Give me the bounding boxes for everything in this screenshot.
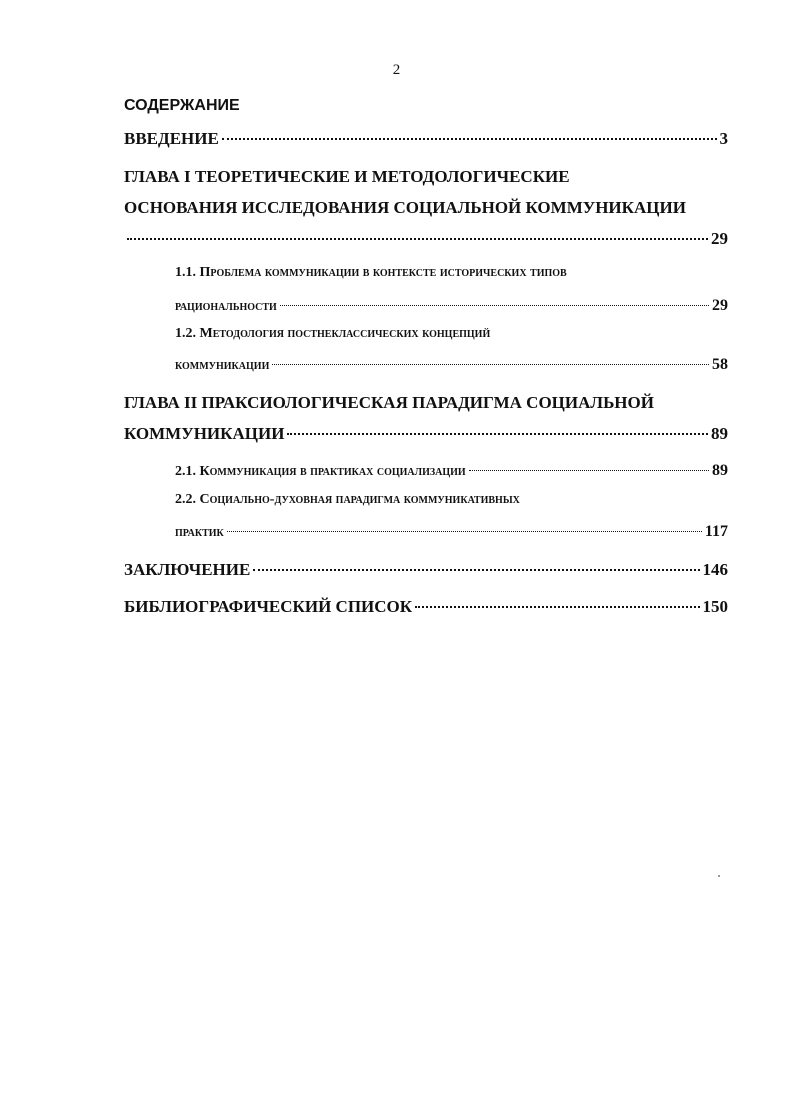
toc-entry-label: ВВЕДЕНИЕ — [124, 129, 219, 148]
toc-entry-intro — [124, 129, 728, 149]
leader-dots — [469, 470, 709, 471]
chapter1-title-line2: ОСНОВАНИЯ ИССЛЕДОВАНИЯ СОЦИАЛЬНОЙ КОММУНИКАЦИИ — [124, 198, 686, 217]
chapter1-title-line1: ГЛАВА I ТЕОРЕТИЧЕСКИЕ И МЕТОДОЛОГИЧЕСКИЕ — [124, 167, 570, 186]
toc-entry-label: КОММУНИКАЦИИ — [124, 424, 285, 443]
toc-entry-chapter2 — [124, 424, 728, 444]
leader-dots — [227, 531, 702, 532]
section-2-2-line1: 2.2. Социально-духовная парадигма коммуникативных — [175, 492, 520, 507]
toc-entry-page: 89 — [711, 424, 728, 443]
toc-entry-label: БИБЛИОГРАФИЧЕСКИЙ СПИСОК — [124, 597, 413, 616]
section-1-2-line1: 1.2. Методология постнеклассических концепций — [175, 326, 491, 341]
toc-entry-label: ЗАКЛЮЧЕНИЕ — [124, 560, 251, 579]
toc-entry-section-1-1 — [175, 297, 728, 315]
toc-entry-label: 2.1. Коммуникация в практиках социализации — [175, 464, 466, 479]
chapter2-title-line1: ГЛАВА II ПРАКСИОЛОГИЧЕСКАЯ ПАРАДИГМА СОЦИАЛЬНОЙ — [124, 393, 654, 412]
toc-entry-page: 117 — [704, 523, 728, 540]
toc-entry-section-2-1 — [175, 462, 728, 480]
toc-entry-section-1-2 — [175, 356, 728, 374]
toc-entry-chapter1 — [124, 229, 728, 249]
toc-title: СОДЕРЖАНИЕ — [124, 97, 240, 114]
toc-entry-page: 29 — [711, 229, 728, 248]
page-number: 2 — [392, 62, 401, 78]
toc-entry-page: 146 — [702, 560, 728, 579]
toc-entry-section-2-2 — [175, 523, 728, 541]
section-1-1-line1: 1.1. Проблема коммуникации в контексте исторических типов — [175, 265, 567, 280]
scan-speck — [718, 875, 720, 877]
toc-entry-bibliography — [124, 597, 728, 617]
leader-dots — [272, 364, 709, 365]
toc-entry-page: 150 — [702, 597, 728, 616]
toc-entry-page: 29 — [712, 297, 728, 314]
leader-dots — [287, 433, 708, 435]
toc-entry-conclusion — [124, 560, 728, 580]
leader-dots — [222, 138, 717, 140]
toc-entry-label: рациональности — [175, 299, 277, 314]
leader-dots — [415, 606, 699, 608]
toc-entry-page: 89 — [712, 462, 728, 479]
toc-entry-label: коммуникации — [175, 358, 270, 373]
toc-entry-page: 3 — [719, 129, 728, 148]
leader-dots — [280, 305, 709, 306]
toc-entry-page: 58 — [712, 356, 728, 373]
leader-dots — [253, 569, 699, 571]
leader-dots — [127, 238, 708, 240]
toc-entry-label: практик — [175, 525, 224, 540]
